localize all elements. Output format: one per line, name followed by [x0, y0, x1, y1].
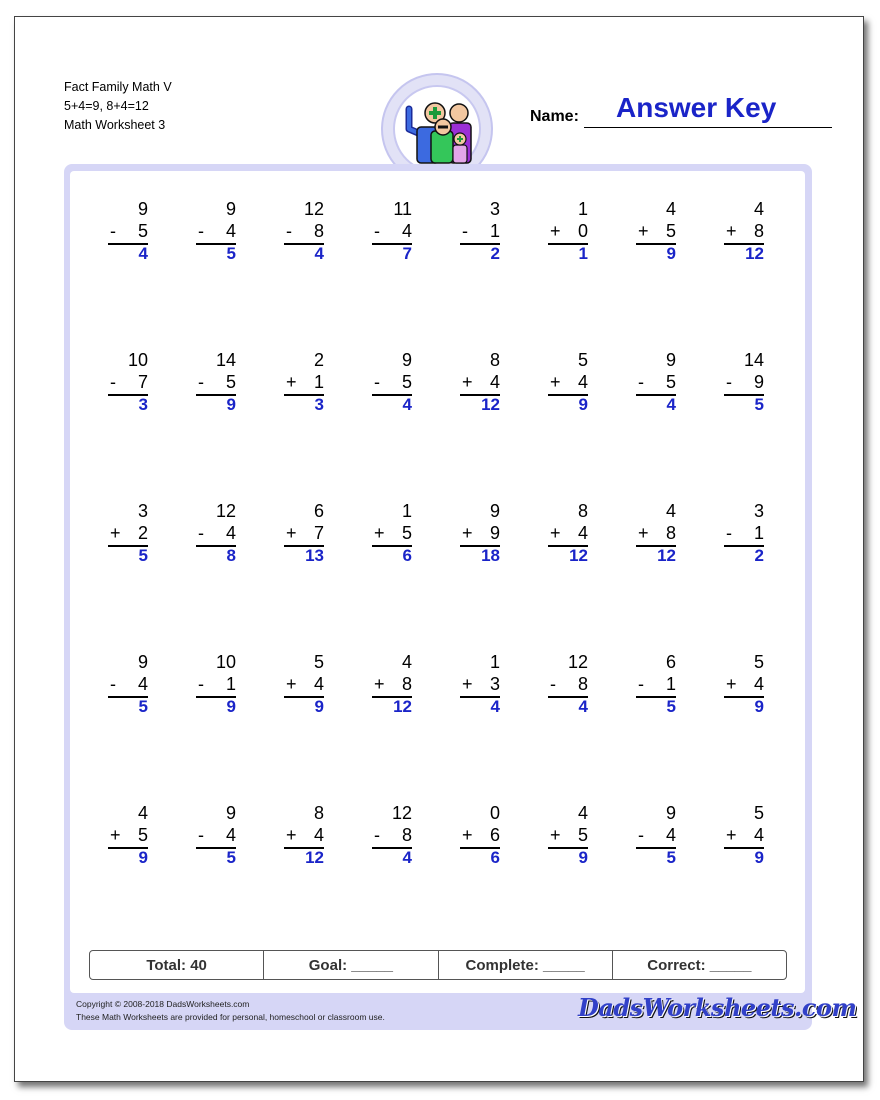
- problem-top-number: 9: [665, 350, 676, 370]
- problem-top-number: 9: [401, 350, 412, 370]
- problem-bottom-number: 1: [313, 372, 324, 392]
- problem-top-number: 9: [137, 199, 148, 219]
- problem-top-number: 5: [753, 803, 764, 823]
- problem-answer: 9: [754, 848, 764, 867]
- problem-operator: -: [286, 221, 292, 241]
- problem: [362, 198, 422, 262]
- problem-bottom-number: 5: [577, 825, 588, 845]
- problem-top-number: 8: [489, 350, 500, 370]
- problem-top-number: 6: [665, 652, 676, 672]
- problem: [626, 802, 686, 866]
- problem-bottom-number: 8: [577, 674, 588, 694]
- problem: [714, 802, 774, 866]
- problem-answer: 2: [490, 244, 500, 263]
- problem-operator: +: [462, 825, 473, 845]
- problem: [714, 349, 774, 413]
- problem-bottom-number: 8: [753, 221, 764, 241]
- problem-answer: 18: [481, 546, 500, 565]
- problem-operator: -: [198, 674, 204, 694]
- problem-operator: +: [550, 372, 561, 392]
- problem-answer: 2: [754, 546, 764, 565]
- problem-top-number: 1: [401, 501, 412, 521]
- problem: [98, 802, 158, 866]
- problem-top-number: 3: [489, 199, 500, 219]
- problem-bottom-number: 5: [665, 372, 676, 392]
- problem-bottom-number: 9: [753, 372, 764, 392]
- problem: [362, 349, 422, 413]
- problem-top-number: 9: [665, 803, 676, 823]
- problem-operator: +: [550, 221, 561, 241]
- problem-frame: [64, 164, 812, 1030]
- problem-bottom-number: 5: [225, 372, 236, 392]
- problem-operator: -: [374, 221, 380, 241]
- problem-operator: +: [638, 523, 649, 543]
- problem-operator: +: [462, 674, 473, 694]
- problem-top-number: 5: [753, 652, 764, 672]
- problem-operator: -: [550, 674, 556, 694]
- problem-operator: +: [550, 825, 561, 845]
- problem-answer: 4: [490, 697, 500, 716]
- problem-operator: +: [462, 372, 473, 392]
- problem: [274, 651, 334, 715]
- problem-answer: 4: [666, 395, 676, 414]
- problem-answer: 1: [578, 244, 588, 263]
- problem-top-number: 8: [313, 803, 324, 823]
- problem-answer: 6: [490, 848, 500, 867]
- problem-top-number: 10: [127, 350, 148, 370]
- problem-operator: -: [198, 825, 204, 845]
- problem-operator: -: [462, 221, 468, 241]
- problem-answer: 5: [138, 546, 148, 565]
- problem-answer: 9: [314, 697, 324, 716]
- problem-top-number: 12: [215, 501, 236, 521]
- problem-operator: -: [198, 372, 204, 392]
- problem-bottom-number: 8: [665, 523, 676, 543]
- problem-operator: +: [726, 221, 737, 241]
- problem-answer: 12: [393, 697, 412, 716]
- problem-answer: 4: [314, 244, 324, 263]
- problem-bottom-number: 6: [489, 825, 500, 845]
- problem-operator: +: [726, 825, 737, 845]
- problem-bottom-number: 8: [401, 825, 412, 845]
- problem-answer: 9: [226, 395, 236, 414]
- problem-top-number: 9: [489, 501, 500, 521]
- problem-answer: 8: [226, 546, 236, 565]
- score-bar: [89, 950, 787, 980]
- usage-note: These Math Worksheets are provided for personal, homeschool or classroom use.: [76, 1012, 385, 1022]
- problem-operator: -: [110, 372, 116, 392]
- problem-bottom-number: 5: [401, 523, 412, 543]
- problem: [538, 651, 598, 715]
- problem-answer: 9: [666, 244, 676, 263]
- problem-operator: +: [726, 674, 737, 694]
- problem: [186, 802, 246, 866]
- problem-bottom-number: 4: [489, 372, 500, 392]
- name-label: Name:: [530, 108, 579, 125]
- problem-operator: +: [110, 523, 121, 543]
- problem-answer: 6: [402, 546, 412, 565]
- problem: [98, 500, 158, 564]
- problem-top-number: 3: [753, 501, 764, 521]
- problem: [714, 500, 774, 564]
- problem: [714, 651, 774, 715]
- problem-top-number: 4: [753, 199, 764, 219]
- problem-answer: 3: [138, 395, 148, 414]
- problem-top-number: 9: [137, 652, 148, 672]
- problem: [450, 198, 510, 262]
- problem: [274, 198, 334, 262]
- problem: [538, 349, 598, 413]
- problem-bottom-number: 4: [577, 523, 588, 543]
- complete-cell[interactable]: Complete: _____: [439, 951, 613, 979]
- fact-family-people-icon: [395, 87, 479, 171]
- problem: [186, 500, 246, 564]
- problem-top-number: 0: [489, 803, 500, 823]
- problem-top-number: 12: [567, 652, 588, 672]
- problem-bottom-number: 8: [401, 674, 412, 694]
- problem-answer: 4: [578, 697, 588, 716]
- problem-operator: +: [286, 674, 297, 694]
- problem-operator: +: [286, 523, 297, 543]
- problem-top-number: 4: [401, 652, 412, 672]
- problem-answer: 12: [745, 244, 764, 263]
- problem: [186, 651, 246, 715]
- problem-answer: 3: [314, 395, 324, 414]
- problem-answer: 12: [305, 848, 324, 867]
- problem-bottom-number: 1: [665, 674, 676, 694]
- problem-operator: -: [638, 674, 644, 694]
- problem-top-number: 8: [577, 501, 588, 521]
- problem-operator: -: [374, 372, 380, 392]
- problem-bottom-number: 3: [489, 674, 500, 694]
- problem-bottom-number: 7: [137, 372, 148, 392]
- problem-operator: -: [726, 372, 732, 392]
- name-underline: [584, 127, 832, 128]
- problem: [450, 651, 510, 715]
- problem-top-number: 2: [313, 350, 324, 370]
- problem-answer: 4: [402, 848, 412, 867]
- problem: [626, 198, 686, 262]
- problem-operator: +: [286, 825, 297, 845]
- correct-cell[interactable]: Correct: _____: [647, 956, 752, 974]
- problem-operator: -: [726, 523, 732, 543]
- problem-bottom-number: 4: [225, 825, 236, 845]
- worksheet-header: [64, 78, 172, 135]
- dadsworksheets-logo: DadsWorksheets.com: [578, 993, 857, 1022]
- problem-top-number: 14: [215, 350, 236, 370]
- problem: [626, 500, 686, 564]
- problem-bottom-number: 2: [137, 523, 148, 543]
- problem-bottom-number: 4: [137, 674, 148, 694]
- problem-operator: -: [198, 221, 204, 241]
- problem-area: [70, 171, 805, 993]
- problem: [274, 500, 334, 564]
- problem: [538, 198, 598, 262]
- problem-operator: -: [110, 674, 116, 694]
- problem: [186, 349, 246, 413]
- problem-answer: 12: [481, 395, 500, 414]
- problem-operator: -: [198, 523, 204, 543]
- problem-operator: -: [638, 372, 644, 392]
- problem-answer: 5: [754, 395, 764, 414]
- problem-bottom-number: 4: [577, 372, 588, 392]
- problem: [274, 802, 334, 866]
- problem-top-number: 4: [577, 803, 588, 823]
- problem-bottom-number: 0: [577, 221, 588, 241]
- problem-operator: -: [110, 221, 116, 241]
- problem: [362, 651, 422, 715]
- problem-answer: 5: [666, 697, 676, 716]
- problem: [274, 349, 334, 413]
- problem-top-number: 4: [137, 803, 148, 823]
- problem-operator: -: [374, 825, 380, 845]
- problem: [626, 651, 686, 715]
- goal-cell[interactable]: Goal: _____: [264, 951, 438, 979]
- problem: [714, 198, 774, 262]
- problem: [362, 802, 422, 866]
- problem-answer: 5: [666, 848, 676, 867]
- problem-top-number: 9: [225, 803, 236, 823]
- problem-bottom-number: 4: [753, 825, 764, 845]
- problem-bottom-number: 4: [753, 674, 764, 694]
- problem-answer: 5: [226, 244, 236, 263]
- problem-top-number: 10: [215, 652, 236, 672]
- problem-answer: 4: [402, 395, 412, 414]
- worksheet-number: Math Worksheet 3: [64, 118, 166, 132]
- problem: [626, 349, 686, 413]
- problem: [538, 500, 598, 564]
- problem-top-number: 5: [313, 652, 324, 672]
- problem-bottom-number: 4: [313, 674, 324, 694]
- problem-top-number: 1: [577, 199, 588, 219]
- problem-bottom-number: 4: [401, 221, 412, 241]
- problem: [98, 349, 158, 413]
- problem-operator: +: [374, 674, 385, 694]
- problem: [186, 198, 246, 262]
- problem: [450, 349, 510, 413]
- problem-operator: -: [638, 825, 644, 845]
- problem-bottom-number: 4: [665, 825, 676, 845]
- answer-key-text: Answer Key: [616, 92, 777, 123]
- problem-answer: 5: [226, 848, 236, 867]
- problem-operator: +: [550, 523, 561, 543]
- name-field[interactable]: [530, 92, 832, 128]
- problem-top-number: 4: [665, 501, 676, 521]
- copyright-block: [76, 998, 385, 1024]
- problem-answer: 12: [657, 546, 676, 565]
- problem-answer: 9: [138, 848, 148, 867]
- problem: [98, 651, 158, 715]
- problem: [362, 500, 422, 564]
- problem-bottom-number: 4: [225, 221, 236, 241]
- problem-bottom-number: 7: [313, 523, 324, 543]
- problem-bottom-number: 8: [313, 221, 324, 241]
- problem-answer: 7: [402, 244, 412, 263]
- problem-answer: 9: [578, 848, 588, 867]
- problem-top-number: 6: [313, 501, 324, 521]
- problem-answer: 9: [754, 697, 764, 716]
- problem-operator: +: [286, 372, 297, 392]
- problem: [450, 802, 510, 866]
- problem-bottom-number: 5: [401, 372, 412, 392]
- problem-top-number: 14: [743, 350, 764, 370]
- problem-top-number: 12: [303, 199, 324, 219]
- problem-bottom-number: 4: [313, 825, 324, 845]
- problem-answer: 12: [569, 546, 588, 565]
- problem-top-number: 11: [393, 199, 412, 219]
- problem-top-number: 12: [391, 803, 412, 823]
- problem-bottom-number: 1: [753, 523, 764, 543]
- problem: [538, 802, 598, 866]
- total-cell: Total: 40: [90, 951, 264, 979]
- problem-answer: 4: [138, 244, 148, 263]
- problem-top-number: 1: [489, 652, 500, 672]
- problem-answer: 13: [305, 546, 324, 565]
- problem-bottom-number: 5: [137, 825, 148, 845]
- problem-bottom-number: 1: [489, 221, 500, 241]
- problem-bottom-number: 5: [137, 221, 148, 241]
- problem-top-number: 4: [665, 199, 676, 219]
- problem-answer: 5: [138, 697, 148, 716]
- problem-bottom-number: 1: [225, 674, 236, 694]
- problem-answer: 9: [578, 395, 588, 414]
- problem-bottom-number: 9: [489, 523, 500, 543]
- problem-bottom-number: 5: [665, 221, 676, 241]
- problem: [98, 198, 158, 262]
- problem-operator: +: [462, 523, 473, 543]
- problem-top-number: 9: [225, 199, 236, 219]
- problem-answer: 9: [226, 697, 236, 716]
- copyright-text: Copyright © 2008-2018 DadsWorksheets.com: [76, 999, 250, 1009]
- problem: [450, 500, 510, 564]
- problem-top-number: 5: [577, 350, 588, 370]
- worksheet-subtitle: 5+4=9, 8+4=12: [64, 99, 149, 113]
- problem-bottom-number: 4: [225, 523, 236, 543]
- problem-top-number: 3: [137, 501, 148, 521]
- problem-operator: +: [110, 825, 121, 845]
- worksheet-title: Fact Family Math V: [64, 80, 172, 94]
- problem-operator: +: [638, 221, 649, 241]
- problem-operator: +: [374, 523, 385, 543]
